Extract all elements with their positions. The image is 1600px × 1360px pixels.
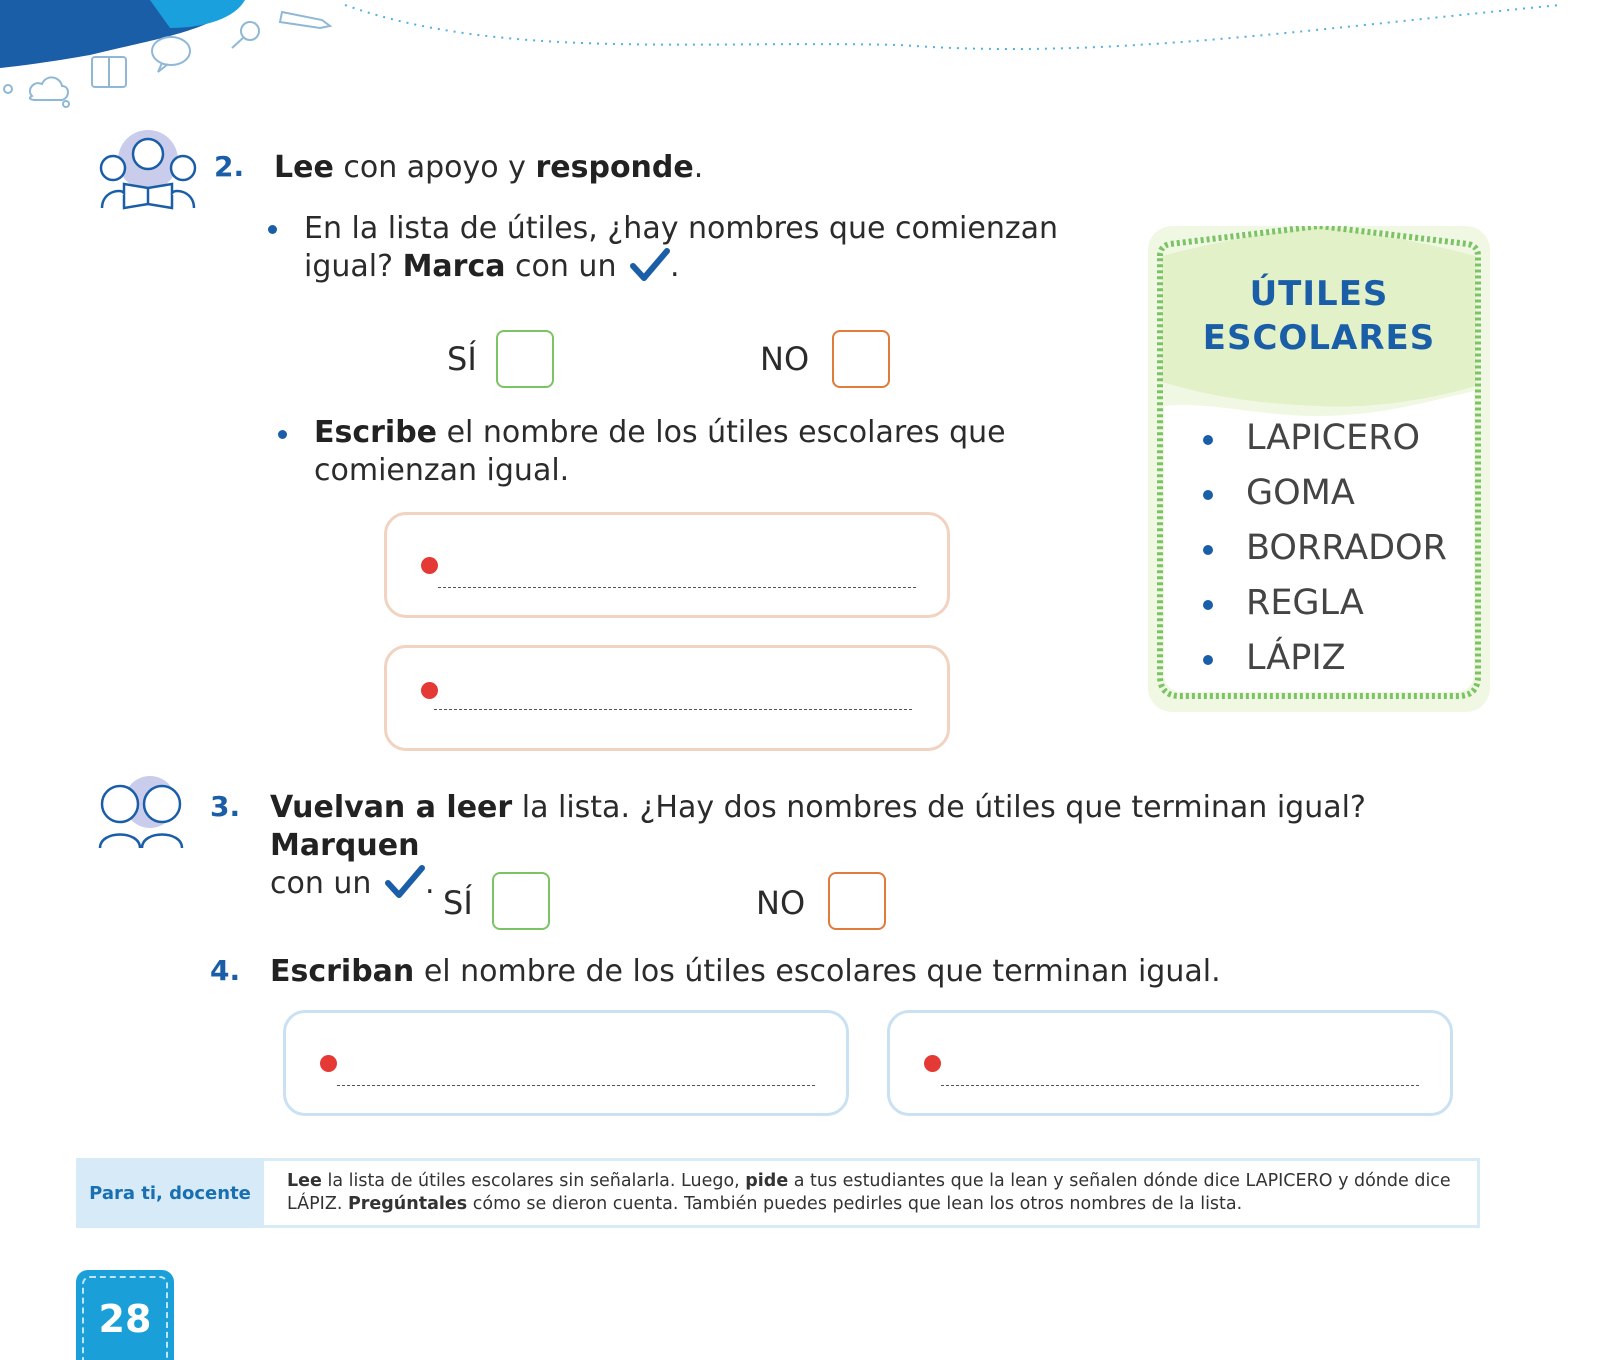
pair-icon — [96, 774, 188, 850]
teacher-note-text: Lee la lista de útiles escolares sin señalarla. Luego, pide a tus estudiantes que la lean y señalen dónde dice LAPICERO y dónde dice LÁPIZ. Pregúntales cómo se dieron cuenta. También puedes pedirles que lean los otros nombres de la lista. — [287, 1171, 1451, 1214]
activity-2-title: Lee con apoyo y responde. — [274, 150, 704, 185]
checkmark-icon — [630, 248, 670, 282]
card-item: REGLA — [1246, 583, 1364, 623]
activity-3-number: 3. — [210, 790, 241, 823]
no-label: NO — [756, 884, 806, 922]
yes-label: SÍ — [443, 884, 473, 922]
card-title: ESCOLARES — [1202, 318, 1436, 358]
page-number: 28 — [82, 1276, 168, 1360]
red-dot — [421, 682, 438, 699]
card-item: LÁPIZ — [1246, 638, 1346, 678]
answer-box[interactable] — [887, 1010, 1453, 1116]
activity-2-question-2: Escribe el nombre de los útiles escolares que comienzan igual. — [314, 415, 1006, 488]
red-dot — [421, 557, 438, 574]
activity-4-question: Escriban el nombre de los útiles escolares que terminan igual. — [270, 954, 1221, 989]
pencil-icon — [280, 12, 330, 28]
magnifier-icon — [232, 22, 259, 48]
red-dot — [924, 1055, 941, 1072]
book-icon — [92, 57, 126, 87]
activity-2-question-1: En la lista de útiles, ¿hay nombres que comienzan igual? Marca con un . — [304, 211, 1058, 284]
writing-line[interactable] — [434, 709, 912, 710]
header-decoration — [0, 0, 1600, 120]
yes-label: SÍ — [447, 340, 477, 378]
writing-line[interactable] — [438, 587, 916, 588]
answer-box[interactable] — [283, 1010, 849, 1116]
no-label: NO — [760, 340, 810, 378]
cloud-icon — [4, 77, 69, 107]
bullet — [278, 430, 287, 439]
activity-4-number: 4. — [210, 954, 241, 987]
writing-line[interactable] — [941, 1085, 1419, 1086]
bullet — [268, 225, 277, 234]
activity-2-number: 2. — [214, 150, 245, 183]
no-checkbox[interactable] — [828, 872, 886, 930]
red-dot — [320, 1055, 337, 1072]
writing-line[interactable] — [337, 1085, 815, 1086]
no-checkbox[interactable] — [832, 330, 890, 388]
speech-bubble-icon — [152, 37, 190, 72]
card-item: GOMA — [1246, 473, 1355, 513]
card-item: LAPICERO — [1246, 418, 1421, 458]
card-item: BORRADOR — [1246, 528, 1447, 568]
group-reading-icon — [96, 128, 200, 212]
bullet — [1203, 600, 1213, 610]
bullet — [1203, 435, 1213, 445]
yes-checkbox[interactable] — [492, 872, 550, 930]
bullet — [1203, 545, 1213, 555]
answer-box[interactable] — [384, 512, 950, 618]
yes-checkbox[interactable] — [496, 330, 554, 388]
card-title: ÚTILES — [1249, 274, 1389, 314]
activity-3-question: Vuelvan a leer la lista. ¿Hay dos nombres de útiles que terminan igual? Marquen con un . — [270, 790, 1366, 901]
bullet — [1203, 655, 1213, 665]
checkmark-icon — [385, 865, 425, 899]
bullet — [1203, 490, 1213, 500]
teacher-note-label: Para ti, docente — [76, 1158, 264, 1228]
answer-box[interactable] — [384, 645, 950, 751]
